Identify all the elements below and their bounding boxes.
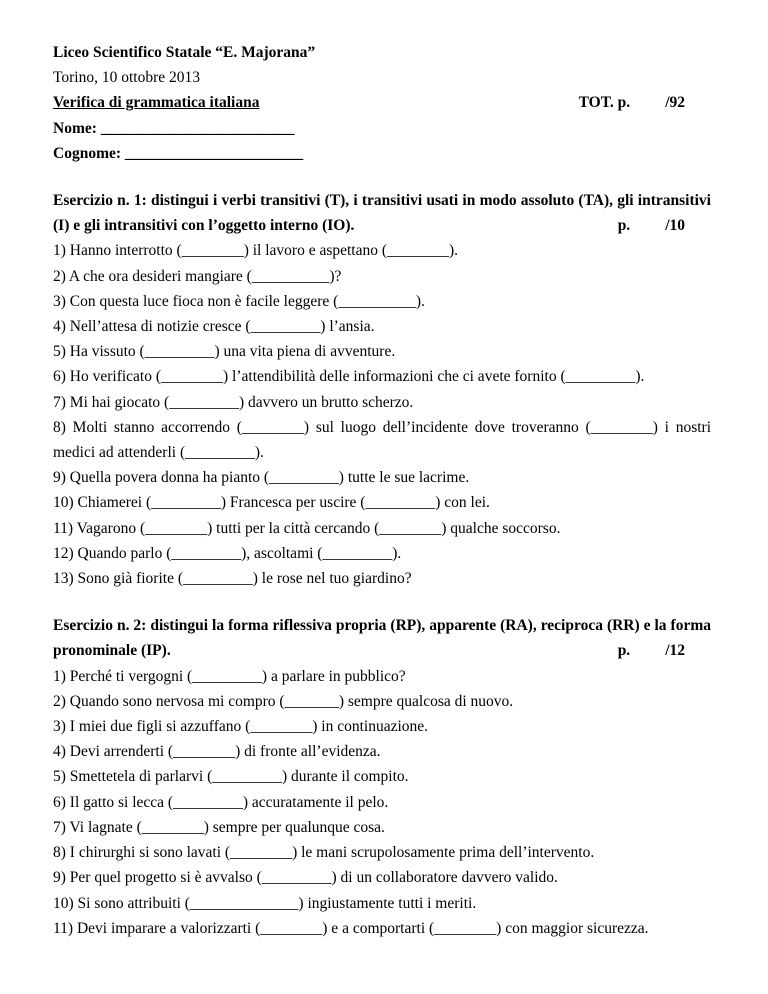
exercise-2 (53, 613, 711, 941)
exercise-item: 5) Smettetela di parlarvi (_________) durante il compito. (53, 768, 409, 786)
exercise-1 (53, 188, 711, 591)
exercise-item: 9) Per quel progetto si è avvalso (_________) di un collaboratore davvero valido. (53, 869, 558, 887)
total-points-group (579, 90, 711, 115)
name-field (53, 116, 711, 141)
exercise-2-points-group (618, 638, 711, 663)
exercise-item: 4) Devi arrenderti (________) di fronte all’evidenza. (53, 743, 381, 761)
exercise-item: 7) Vi lagnate (________) sempre per qualunque cosa. (53, 818, 385, 836)
exercise-item: 3) I miei due figli si azzuffano (________) in continuazione. (53, 718, 429, 736)
exercise-1-points-label: p. (617, 217, 631, 235)
exercise-2-heading-line2: pronominale (IP). (53, 642, 171, 660)
exercise-1-heading-line2-row (53, 213, 711, 238)
surname-blank-line: _______________________ (124, 144, 304, 162)
exercise-1-heading-line2: (I) e gli intransitivi con l’oggetto interno (IO). (53, 217, 355, 235)
title-row (53, 90, 711, 115)
exercise-item: 13) Sono già fiorite (_________) le rose nel tuo giardino? (53, 570, 412, 588)
exercise-item: 8) Molti stanno accorrendo (________) sul luogo dell’incidente dove troveranno (________) i nostri medici ad attenderli (_________). (53, 418, 711, 462)
exercise-item: 10) Chiamerei (_________) Francesca per uscire (_________) con lei. (53, 494, 490, 512)
exercise-item: 7) Mi hai giocato (_________) davvero un brutto scherzo. (53, 393, 414, 411)
exercise-2-points-value: /12 (665, 642, 685, 660)
total-points-value: /92 (665, 94, 685, 112)
exercise-2-points-label: p. (617, 642, 631, 660)
exercise-1-points-value: /10 (665, 217, 685, 235)
exercise-item: 5) Ha vissuto (_________) una vita piena di avventure. (53, 343, 396, 361)
exercise-item: 9) Quella povera donna ha pianto (_________) tutte le sue lacrime. (53, 469, 470, 487)
exercise-item: 2) Quando sono nervosa mi compro (_______) sempre qualcosa di nuovo. (53, 692, 514, 710)
exercise-item: 6) Ho verificato (________) l’attendibilità delle informazioni che ci avete fornito (_________). (53, 368, 645, 386)
exercise-item: 12) Quando parlo (_________), ascoltami (_________). (53, 544, 402, 562)
exercise-item: 11) Devi imparare a valorizzarti (________) e a comportarti (________) con maggior sicurezza. (53, 919, 649, 937)
exercise-item: 11) Vagarono (________) tutti per la città cercando (________) qualche soccorso. (53, 519, 561, 537)
exercise-item: 1) Hanno interrotto (________) il lavoro e aspettano (________). (53, 242, 459, 260)
date-line: Torino, 10 ottobre 2013 (53, 69, 201, 87)
exercise-item: 6) Il gatto si lecca (_________) accuratamente il pelo. (53, 793, 389, 811)
name-label: Nome: (53, 119, 97, 137)
name-blank-line: _________________________ (100, 119, 295, 137)
school-name: Liceo Scientifico Statale “E. Majorana” (53, 44, 316, 61)
document-title: Verifica di grammatica italiana (53, 94, 260, 112)
total-points-label: TOT. p. (578, 94, 631, 112)
exercise-1-heading-line1: Esercizio n. 1: distingui i verbi transitivi (T), i transitivi usati in modo assoluto (TA), gli intransitivi (53, 192, 711, 210)
exercise-1-points-group (618, 213, 711, 238)
exercise-item: 4) Nell’attesa di notizie cresce (_________) l’ansia. (53, 318, 375, 336)
exercise-item: 1) Perché ti vergogni (_________) a parlare in pubblico? (53, 667, 406, 685)
exercise-item: 8) I chirurghi si sono lavati (________) le mani scrupolosamente prima dell’intervento. (53, 844, 595, 862)
surname-field (53, 141, 711, 166)
exercise-2-heading-line1: Esercizio n. 2: distingui la forma riflessiva propria (RP), apparente (RA), reciproca (RR) e la forma (53, 617, 711, 635)
surname-label: Cognome: (53, 144, 122, 162)
exercise-item: 10) Si sono attribuiti (______________) ingiustamente tutti i meriti. (53, 894, 477, 912)
exercise-item: 3) Con questa luce fioca non è facile leggere (__________). (53, 292, 425, 310)
exercise-2-heading-line2-row (53, 638, 711, 663)
exercise-item: 2) A che ora desideri mangiare (__________)? (53, 267, 342, 285)
